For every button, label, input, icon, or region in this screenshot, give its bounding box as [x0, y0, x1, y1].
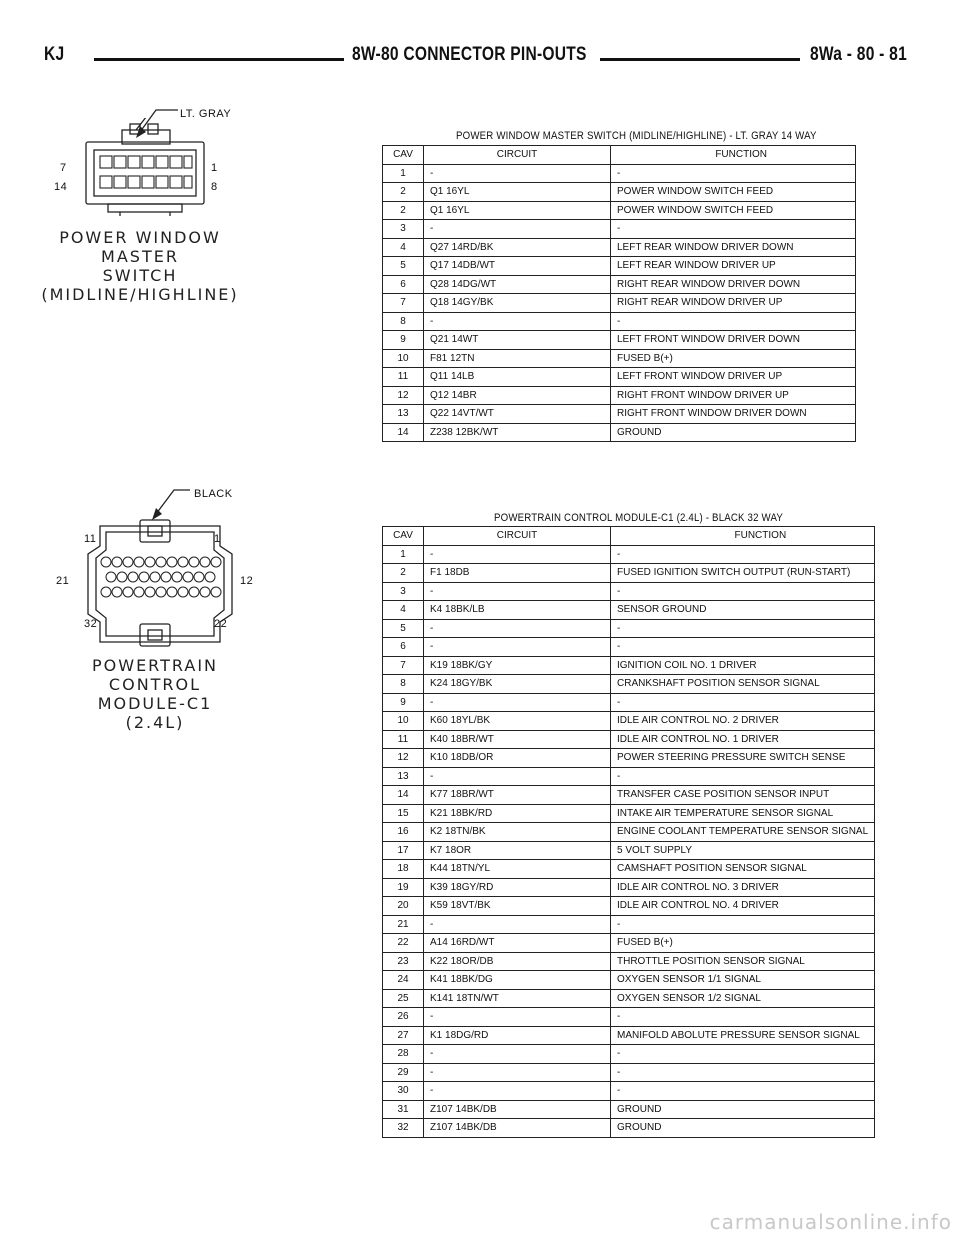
function-cell: 5 VOLT SUPPLY — [611, 841, 875, 860]
cav-cell: 30 — [383, 1082, 424, 1101]
circuit-cell: K10 18DB/OR — [424, 749, 611, 768]
table-row — [383, 294, 856, 313]
function-cell: CAMSHAFT POSITION SENSOR SIGNAL — [611, 860, 875, 879]
circuit-cell: K40 18BR/WT — [424, 730, 611, 749]
caption-line: POWER WINDOW — [59, 228, 221, 247]
function-cell: - — [611, 638, 875, 657]
table-row — [383, 1045, 875, 1064]
connector1-pin-7: 7 — [60, 162, 67, 174]
function-cell: POWER WINDOW SWITCH FEED — [611, 201, 856, 220]
cav-cell: 5 — [383, 619, 424, 638]
circuit-cell: - — [424, 915, 611, 934]
column-header-function: FUNCTION — [611, 527, 875, 546]
cav-cell: 27 — [383, 1026, 424, 1045]
cav-cell: 2 — [383, 201, 424, 220]
table-row — [383, 952, 875, 971]
function-cell: LEFT FRONT WINDOW DRIVER UP — [611, 368, 856, 387]
function-cell: RIGHT FRONT WINDOW DRIVER UP — [611, 386, 856, 405]
cav-cell: 20 — [383, 897, 424, 916]
table-row — [383, 1063, 875, 1082]
cav-cell: 28 — [383, 1045, 424, 1064]
table-row — [383, 405, 856, 424]
function-cell: LEFT REAR WINDOW DRIVER DOWN — [611, 238, 856, 257]
table-row — [383, 564, 875, 583]
table-row — [383, 582, 875, 601]
column-header-circuit: CIRCUIT — [424, 527, 611, 546]
function-cell: INTAKE AIR TEMPERATURE SENSOR SIGNAL — [611, 804, 875, 823]
cav-cell: 14 — [383, 786, 424, 805]
cav-cell: 2 — [383, 564, 424, 583]
circuit-cell: - — [424, 1045, 611, 1064]
table-header-row — [383, 146, 856, 165]
circuit-cell: Q12 14BR — [424, 386, 611, 405]
function-cell: SENSOR GROUND — [611, 601, 875, 620]
caption-line: POWERTRAIN — [92, 656, 218, 675]
function-cell: GROUND — [611, 1119, 875, 1138]
table-row — [383, 423, 856, 442]
cav-cell: 12 — [383, 749, 424, 768]
connector1-table-body — [383, 164, 856, 442]
table-row — [383, 656, 875, 675]
function-cell: - — [611, 693, 875, 712]
table-row — [383, 989, 875, 1008]
circuit-cell: - — [424, 1008, 611, 1027]
cav-cell: 11 — [383, 730, 424, 749]
connector2-table-title: POWERTRAIN CONTROL MODULE-C1 (2.4L) - BLACK 32 WAY — [494, 512, 784, 524]
function-cell: - — [611, 312, 856, 331]
table-row — [383, 312, 856, 331]
caption-line: (2.4L) — [125, 713, 185, 732]
function-cell: FUSED IGNITION SWITCH OUTPUT (RUN-START) — [611, 564, 875, 583]
cav-cell: 1 — [383, 545, 424, 564]
table-row — [383, 749, 875, 768]
table-row — [383, 712, 875, 731]
cav-cell: 22 — [383, 934, 424, 953]
circuit-cell: - — [424, 693, 611, 712]
circuit-cell: - — [424, 767, 611, 786]
cav-cell: 14 — [383, 423, 424, 442]
table-row — [383, 164, 856, 183]
circuit-cell: Q21 14WT — [424, 331, 611, 350]
connector1-table-title: POWER WINDOW MASTER SWITCH (MIDLINE/HIGHLINE) - LT. GRAY 14 WAY — [456, 130, 817, 142]
function-cell: - — [611, 1045, 875, 1064]
cav-cell: 11 — [383, 368, 424, 387]
cav-cell: 31 — [383, 1100, 424, 1119]
connector1-caption — [40, 228, 240, 304]
function-cell: LEFT REAR WINDOW DRIVER UP — [611, 257, 856, 276]
table-row — [383, 1082, 875, 1101]
circuit-cell: K22 18OR/DB — [424, 952, 611, 971]
function-cell: - — [611, 619, 875, 638]
circuit-cell: K2 18TN/BK — [424, 823, 611, 842]
cav-cell: 7 — [383, 294, 424, 313]
caption-line: SWITCH — [102, 266, 178, 285]
function-cell: MANIFOLD ABOLUTE PRESSURE SENSOR SIGNAL — [611, 1026, 875, 1045]
connector2-pin-11: 11 — [84, 533, 97, 545]
table-row — [383, 638, 875, 657]
column-header-circuit: CIRCUIT — [424, 146, 611, 165]
circuit-cell: - — [424, 1063, 611, 1082]
circuit-cell: Z107 14BK/DB — [424, 1119, 611, 1138]
function-cell: - — [611, 1008, 875, 1027]
function-cell: IDLE AIR CONTROL NO. 1 DRIVER — [611, 730, 875, 749]
table-row — [383, 619, 875, 638]
circuit-cell: K21 18BK/RD — [424, 804, 611, 823]
table-row — [383, 971, 875, 990]
cav-cell: 10 — [383, 349, 424, 368]
table-header-row — [383, 527, 875, 546]
function-cell: OXYGEN SENSOR 1/1 SIGNAL — [611, 971, 875, 990]
circuit-cell: K60 18YL/BK — [424, 712, 611, 731]
function-cell: FUSED B(+) — [611, 349, 856, 368]
cav-cell: 12 — [383, 386, 424, 405]
circuit-cell: Q18 14GY/BK — [424, 294, 611, 313]
cav-cell: 16 — [383, 823, 424, 842]
cav-cell: 19 — [383, 878, 424, 897]
connector2-pin-1: 1 — [214, 533, 221, 545]
table-row — [383, 275, 856, 294]
cav-cell: 9 — [383, 331, 424, 350]
column-header-cav: CAV — [383, 146, 424, 165]
table-row — [383, 823, 875, 842]
circuit-cell: Q11 14LB — [424, 368, 611, 387]
connector1-color-label: LT. GRAY — [180, 108, 232, 120]
column-header-function: FUNCTION — [611, 146, 856, 165]
cav-cell: 18 — [383, 860, 424, 879]
cav-cell: 13 — [383, 405, 424, 424]
function-cell: RIGHT REAR WINDOW DRIVER UP — [611, 294, 856, 313]
table-row — [383, 804, 875, 823]
header-center: 8W-80 CONNECTOR PIN-OUTS — [352, 44, 587, 65]
circuit-cell: Q17 14DB/WT — [424, 257, 611, 276]
header-rule-right — [600, 58, 800, 61]
cav-cell: 4 — [383, 238, 424, 257]
function-cell: LEFT FRONT WINDOW DRIVER DOWN — [611, 331, 856, 350]
table-row — [383, 786, 875, 805]
circuit-cell: - — [424, 545, 611, 564]
connector2-pin-21: 21 — [56, 575, 70, 587]
circuit-cell: - — [424, 638, 611, 657]
cav-cell: 8 — [383, 312, 424, 331]
connector2-caption — [55, 656, 255, 732]
cav-cell: 21 — [383, 915, 424, 934]
table-row — [383, 1008, 875, 1027]
cav-cell: 25 — [383, 989, 424, 1008]
table-row — [383, 693, 875, 712]
table-row — [383, 860, 875, 879]
circuit-cell: K7 18OR — [424, 841, 611, 860]
connector2-pin-22: 22 — [214, 618, 228, 630]
page-header — [44, 44, 908, 74]
caption-line: (MIDLINE/HIGHLINE) — [41, 285, 239, 304]
circuit-cell: Z238 12BK/WT — [424, 423, 611, 442]
function-cell: IDLE AIR CONTROL NO. 4 DRIVER — [611, 897, 875, 916]
cav-cell: 2 — [383, 183, 424, 202]
cav-cell: 4 — [383, 601, 424, 620]
cav-cell: 29 — [383, 1063, 424, 1082]
header-right: 8Wa - 80 - 81 — [810, 44, 908, 65]
circuit-cell: - — [424, 312, 611, 331]
function-cell: - — [611, 1063, 875, 1082]
cav-cell: 8 — [383, 675, 424, 694]
cav-cell: 23 — [383, 952, 424, 971]
table-row — [383, 934, 875, 953]
circuit-cell: - — [424, 220, 611, 239]
table-row — [383, 368, 856, 387]
circuit-cell: Q28 14DG/WT — [424, 275, 611, 294]
function-cell: IDLE AIR CONTROL NO. 3 DRIVER — [611, 878, 875, 897]
function-cell: RIGHT REAR WINDOW DRIVER DOWN — [611, 275, 856, 294]
cav-cell: 26 — [383, 1008, 424, 1027]
table-row — [383, 331, 856, 350]
circuit-cell: Q1 16YL — [424, 201, 611, 220]
function-cell: TRANSFER CASE POSITION SENSOR INPUT — [611, 786, 875, 805]
header-rule-left — [94, 58, 344, 61]
circuit-cell: K4 18BK/LB — [424, 601, 611, 620]
caption-line: MODULE-C1 — [97, 694, 213, 713]
circuit-cell: K141 18TN/WT — [424, 989, 611, 1008]
column-header-cav: CAV — [383, 527, 424, 546]
table-row — [383, 1119, 875, 1138]
connector1-pin-1: 1 — [211, 162, 218, 174]
function-cell: GROUND — [611, 1100, 875, 1119]
caption-line: MASTER — [101, 247, 179, 266]
table-row — [383, 601, 875, 620]
function-cell: ENGINE COOLANT TEMPERATURE SENSOR SIGNAL — [611, 823, 875, 842]
circuit-cell: K24 18GY/BK — [424, 675, 611, 694]
circuit-cell: Q27 14RD/BK — [424, 238, 611, 257]
header-left: KJ — [44, 44, 65, 65]
connector2-color-label: BLACK — [194, 488, 233, 500]
table-row — [383, 878, 875, 897]
function-cell: - — [611, 767, 875, 786]
circuit-cell: K77 18BR/WT — [424, 786, 611, 805]
table-row — [383, 730, 875, 749]
table-row — [383, 183, 856, 202]
connector2-pinout-table — [382, 526, 875, 1138]
circuit-cell: Q22 14VT/WT — [424, 405, 611, 424]
cav-cell: 1 — [383, 164, 424, 183]
connector1-pinout-table — [382, 145, 856, 442]
circuit-cell: K1 18DG/RD — [424, 1026, 611, 1045]
function-cell: POWER STEERING PRESSURE SWITCH SENSE — [611, 749, 875, 768]
circuit-cell: K19 18BK/GY — [424, 656, 611, 675]
circuit-cell: - — [424, 1082, 611, 1101]
function-cell: POWER WINDOW SWITCH FEED — [611, 183, 856, 202]
connector2-diagram — [70, 506, 250, 666]
circuit-cell: Z107 14BK/DB — [424, 1100, 611, 1119]
table-row — [383, 1100, 875, 1119]
table-row — [383, 767, 875, 786]
circuit-cell: K59 18VT/BK — [424, 897, 611, 916]
function-cell: IDLE AIR CONTROL NO. 2 DRIVER — [611, 712, 875, 731]
function-cell: GROUND — [611, 423, 856, 442]
table-row — [383, 675, 875, 694]
circuit-cell: - — [424, 619, 611, 638]
cav-cell: 15 — [383, 804, 424, 823]
table-row — [383, 841, 875, 860]
connector2-pin-32: 32 — [84, 618, 98, 630]
cav-cell: 9 — [383, 693, 424, 712]
function-cell: - — [611, 545, 875, 564]
circuit-cell: - — [424, 164, 611, 183]
function-cell: - — [611, 582, 875, 601]
caption-line: CONTROL — [108, 675, 202, 694]
connector1-pin-14: 14 — [54, 181, 68, 193]
table-row — [383, 257, 856, 276]
table-row — [383, 386, 856, 405]
cav-cell: 24 — [383, 971, 424, 990]
function-cell: - — [611, 1082, 875, 1101]
function-cell: THROTTLE POSITION SENSOR SIGNAL — [611, 952, 875, 971]
cav-cell: 10 — [383, 712, 424, 731]
function-cell: IGNITION COIL NO. 1 DRIVER — [611, 656, 875, 675]
cav-cell: 7 — [383, 656, 424, 675]
circuit-cell: F81 12TN — [424, 349, 611, 368]
table-row — [383, 201, 856, 220]
circuit-cell: F1 18DB — [424, 564, 611, 583]
connector1-pin-8: 8 — [211, 181, 218, 193]
table-row — [383, 349, 856, 368]
table-row — [383, 915, 875, 934]
function-cell: - — [611, 220, 856, 239]
table-row — [383, 897, 875, 916]
cav-cell: 3 — [383, 220, 424, 239]
cav-cell: 32 — [383, 1119, 424, 1138]
function-cell: OXYGEN SENSOR 1/2 SIGNAL — [611, 989, 875, 1008]
function-cell: - — [611, 915, 875, 934]
function-cell: RIGHT FRONT WINDOW DRIVER DOWN — [611, 405, 856, 424]
cav-cell: 13 — [383, 767, 424, 786]
cav-cell: 6 — [383, 275, 424, 294]
connector2-pin-12: 12 — [240, 575, 254, 587]
table-row — [383, 1026, 875, 1045]
cav-cell: 3 — [383, 582, 424, 601]
table-row — [383, 220, 856, 239]
circuit-cell: A14 16RD/WT — [424, 934, 611, 953]
circuit-cell: Q1 16YL — [424, 183, 611, 202]
cav-cell: 17 — [383, 841, 424, 860]
circuit-cell: - — [424, 582, 611, 601]
function-cell: CRANKSHAFT POSITION SENSOR SIGNAL — [611, 675, 875, 694]
circuit-cell: K41 18BK/DG — [424, 971, 611, 990]
function-cell: - — [611, 164, 856, 183]
table-row — [383, 238, 856, 257]
function-cell: FUSED B(+) — [611, 934, 875, 953]
cav-cell: 5 — [383, 257, 424, 276]
cav-cell: 6 — [383, 638, 424, 657]
watermark: carmanualsonline.info — [709, 1210, 952, 1234]
circuit-cell: K44 18TN/YL — [424, 860, 611, 879]
connector2-table-body — [383, 545, 875, 1137]
table-row — [383, 545, 875, 564]
circuit-cell: K39 18GY/RD — [424, 878, 611, 897]
